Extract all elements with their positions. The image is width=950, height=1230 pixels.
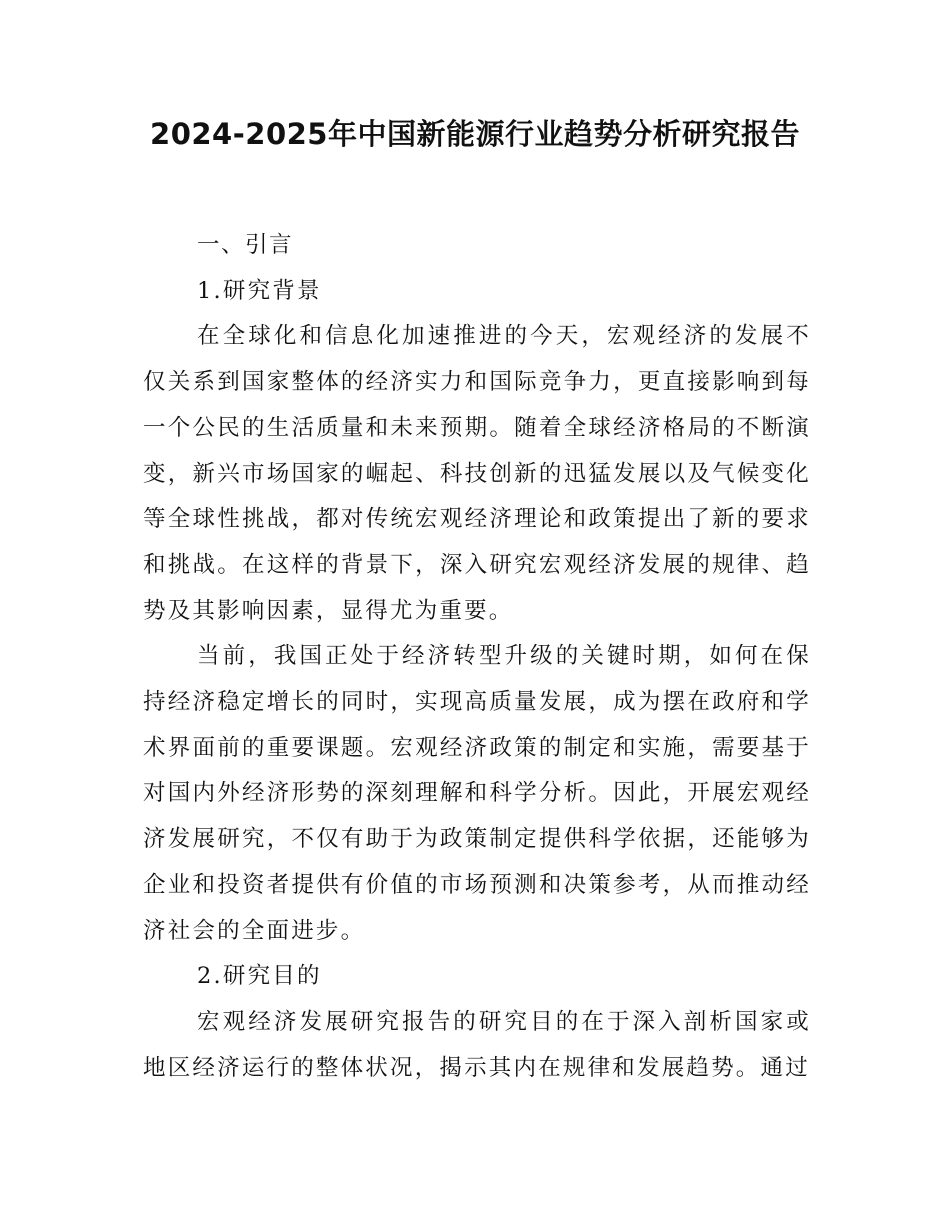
paragraph: 在全球化和信息化加速推进的今天，宏观经济的发展不仅关系到国家整体的经济实力和国际竞争力，更直接影响到每一个公民的生活质量和未来预期。随着全球经济格局的不断演变，新兴市场国家的崛起、科技创新的迅猛发展以及气候变化等全球性挑战，都对传统宏观经济理论和政策提出了新的要求和挑战。在这样的背景下，深入研究宏观经济发展的规律、趋势及其影响因素，显得尤为重要。 <box>143 323 811 624</box>
document-body <box>143 223 811 1091</box>
document-title: 2024-2025年中国新能源行业趋势分析研究报告 <box>150 117 800 151</box>
paragraph: 当前，我国正处于经济转型升级的关键时期，如何在保持经济稳定增长的同时，实现高质量发展，成为摆在政府和学术界面前的重要课题。宏观经济政策的制定和实施，需要基于对国内外经济形势的深刻理解和科学分析。因此，开展宏观经济发展研究，不仅有助于为政策制定提供科学依据，还能够为企业和投资者提供有价值的市场预测和决策参考，从而推动经济社会的全面进步。 <box>143 643 811 944</box>
subsection-heading-research-purpose: 2.研究目的 <box>197 963 322 990</box>
subsection-heading-research-background: 1.研究背景 <box>197 277 322 304</box>
section-heading-introduction: 一、引言 <box>197 232 294 258</box>
paragraph: 宏观经济发展研究报告的研究目的在于深入剖析国家或地区经济运行的整体状况，揭示其内在规律和发展趋势。通过 <box>143 1008 811 1081</box>
